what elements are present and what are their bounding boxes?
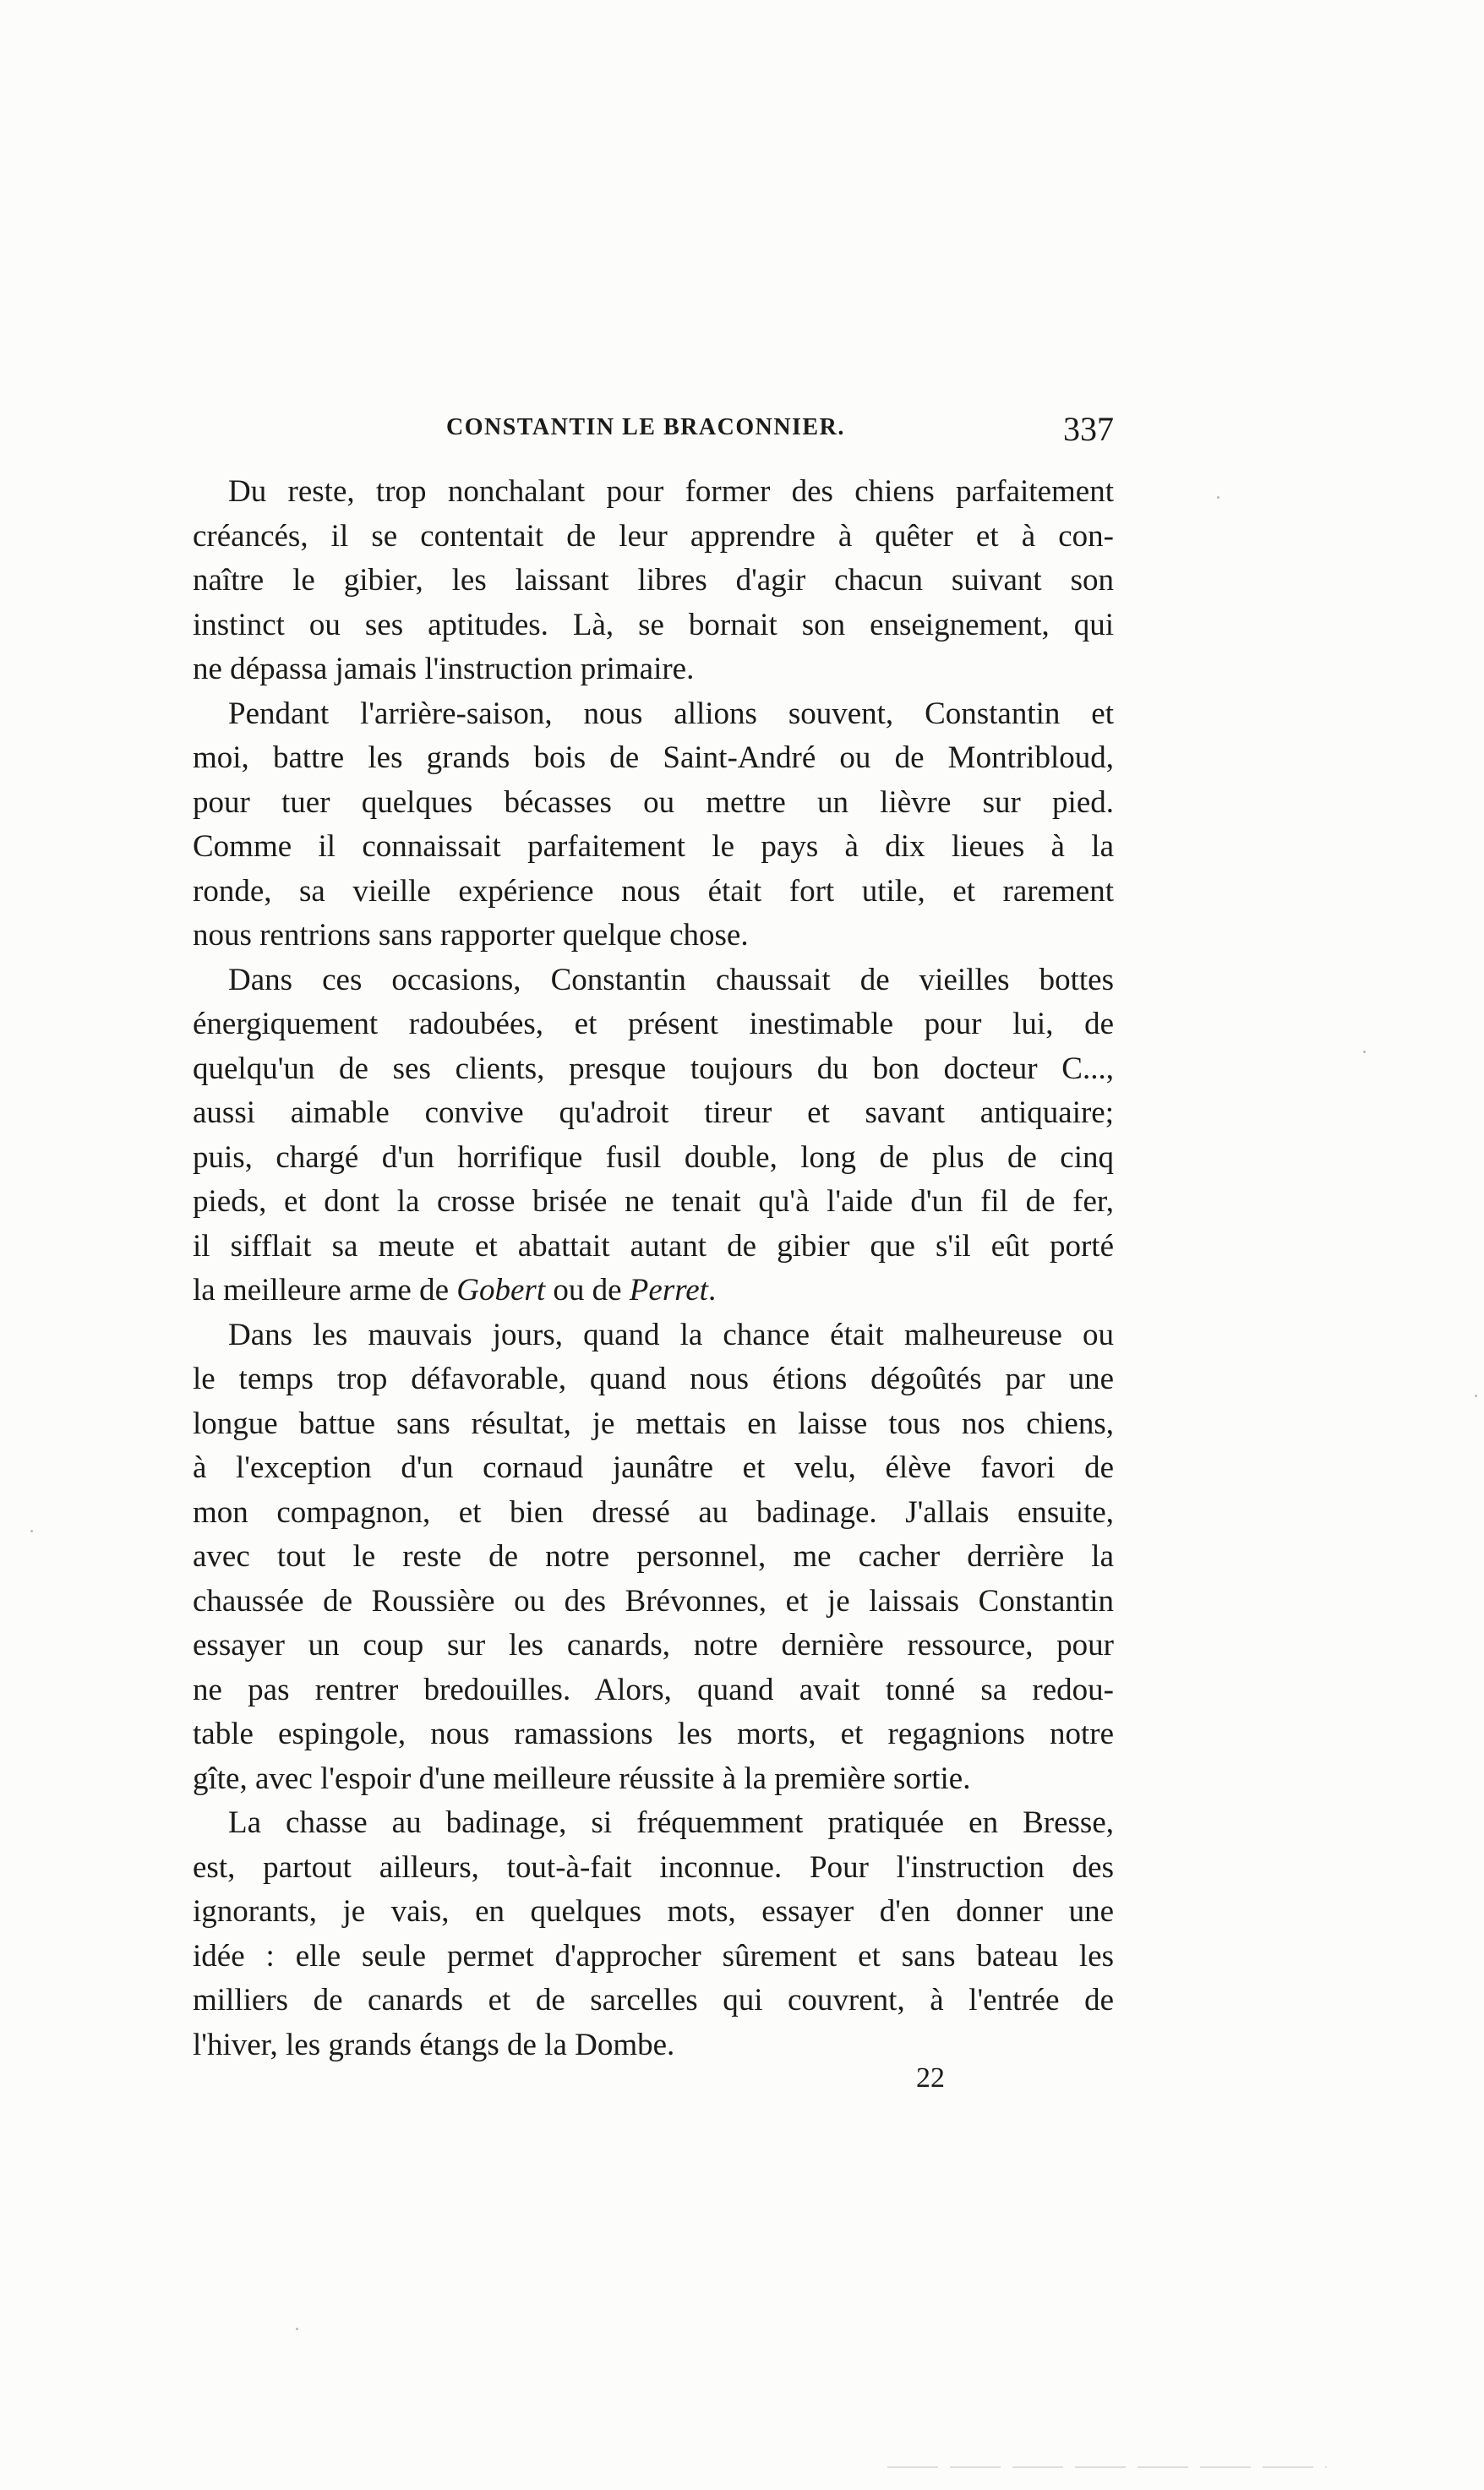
text-line: pour tuer quelques bécasses ou mettre un lièvre sur pied.	[193, 784, 1114, 820]
text-line: Dans les mauvais jours, quand la chance était malheureuse ou	[228, 1317, 1114, 1352]
text-line: créancés, il se contentait de leur apprendre à quêter et à con-	[193, 518, 1114, 554]
scan-edge-rule	[887, 2466, 1327, 2468]
text-line: le temps trop défavorable, quand nous étions dégoûtés par une	[193, 1362, 1114, 1396]
text-line: naître le gibier, les laissant libres d'agir chacun suivant son	[193, 563, 1114, 598]
signature-mark: 22	[916, 2062, 945, 2094]
text-line: ronde, sa vieille expérience nous était fort utile, et rarement	[193, 873, 1114, 909]
page-number: 337	[1063, 410, 1114, 448]
text-line: avec tout le reste de notre personnel, me cacher derrière la	[193, 1539, 1114, 1574]
text-line: puis, chargé d'un horrifique fusil double, long de plus de cinq	[193, 1139, 1114, 1175]
italic-name-gobert: Gobert	[456, 1273, 546, 1308]
italic-name-perret: Perret	[629, 1273, 708, 1308]
running-head	[193, 410, 1114, 461]
scan-speck	[1363, 1051, 1366, 1053]
text-line: milliers de canards et de sarcelles qui couvrent, à l'entrée de	[193, 1983, 1114, 2018]
text-line: aussi aimable convive qu'adroit tireur et savant antiquaire;	[193, 1095, 1114, 1130]
text-line: essayer un coup sur les canards, notre dernière ressource, pour	[193, 1628, 1114, 1663]
scan-speck	[30, 1530, 33, 1532]
text-line: Comme il connaissait parfaitement le pays à dix lieues à la	[193, 829, 1114, 864]
text-line: La chasse au badinage, si fréquemment pratiquée en Bresse,	[228, 1805, 1114, 1840]
text-fragment: ou de	[545, 1273, 630, 1308]
text-line: Du reste, trop nonchalant pour former des chiens parfaitement	[228, 474, 1114, 509]
text-line: instinct ou ses aptitudes. Là, se bornait son enseignement, qui	[193, 607, 1114, 642]
paragraph-4	[193, 1313, 1114, 1802]
text-line-with-italics	[193, 1269, 1114, 1313]
text-line: énergiquement radoubées, et présent inestimable pour lui, de	[193, 1007, 1114, 1041]
text-fragment: .	[707, 1273, 717, 1308]
text-line: Pendant l'arrière-saison, nous allions souvent, Constantin et	[228, 696, 1114, 731]
paragraph-5	[193, 1801, 1114, 2067]
text-line: idée : elle seule permet d'approcher sûrement et sans bateau les	[193, 1938, 1114, 1974]
text-line: l'hiver, les grands étangs de la Dombe.	[193, 2027, 675, 2062]
text-line: pieds, et dont la crosse brisée ne tenait qu'à l'aide d'un fil de fer,	[193, 1184, 1114, 1219]
scan-speck	[1217, 496, 1219, 499]
text-line: quelqu'un de ses clients, presque toujours du bon docteur C...,	[193, 1051, 1114, 1086]
text-line: il sifflait sa meute et abattait autant de gibier que s'il eût porté	[193, 1228, 1114, 1264]
scan-speck	[1475, 1395, 1477, 1397]
paragraph-1	[193, 470, 1114, 692]
text-line: nous rentrions sans rapporter quelque chose.	[193, 918, 749, 953]
text-line: à l'exception d'un cornaud jaunâtre et velu, élève favori de	[193, 1450, 1114, 1485]
text-line: ne pas rentrer bredouilles. Alors, quand avait tonné sa redou-	[193, 1672, 1114, 1707]
text-line: est, partout ailleurs, tout-à-fait inconnue. Pour l'instruction des	[193, 1849, 1114, 1885]
text-line: Dans ces occasions, Constantin chaussait de vieilles bottes	[228, 962, 1114, 997]
text-line: longue battue sans résultat, je mettais en laisse tous nos chiens,	[193, 1406, 1114, 1441]
text-line: moi, battre les grands bois de Saint-André ou de Montribloud,	[193, 740, 1114, 775]
text-fragment: la meilleure arme de	[193, 1273, 457, 1308]
text-line: mon compagnon, et bien dressé au badinage. J'allais ensuite,	[193, 1494, 1114, 1530]
paragraph-3	[193, 958, 1114, 1313]
text-line: ne dépassa jamais l'instruction primaire.	[193, 652, 695, 686]
text-line: chaussée de Roussière ou des Brévonnes, et je laissais Constantin	[193, 1583, 1114, 1619]
body-text	[193, 470, 1114, 2067]
scan-speck	[296, 2328, 298, 2330]
text-line: gîte, avec l'espoir d'une meilleure réussite à la première sortie.	[193, 1761, 971, 1796]
running-title: CONSTANTIN LE BRACONNIER.	[446, 414, 845, 440]
paragraph-2	[193, 692, 1114, 958]
text-line: ignorants, je vais, en quelques mots, essayer d'en donner une	[193, 1894, 1114, 1929]
text-line: table espingole, nous ramassions les morts, et regagnions notre	[193, 1717, 1114, 1751]
